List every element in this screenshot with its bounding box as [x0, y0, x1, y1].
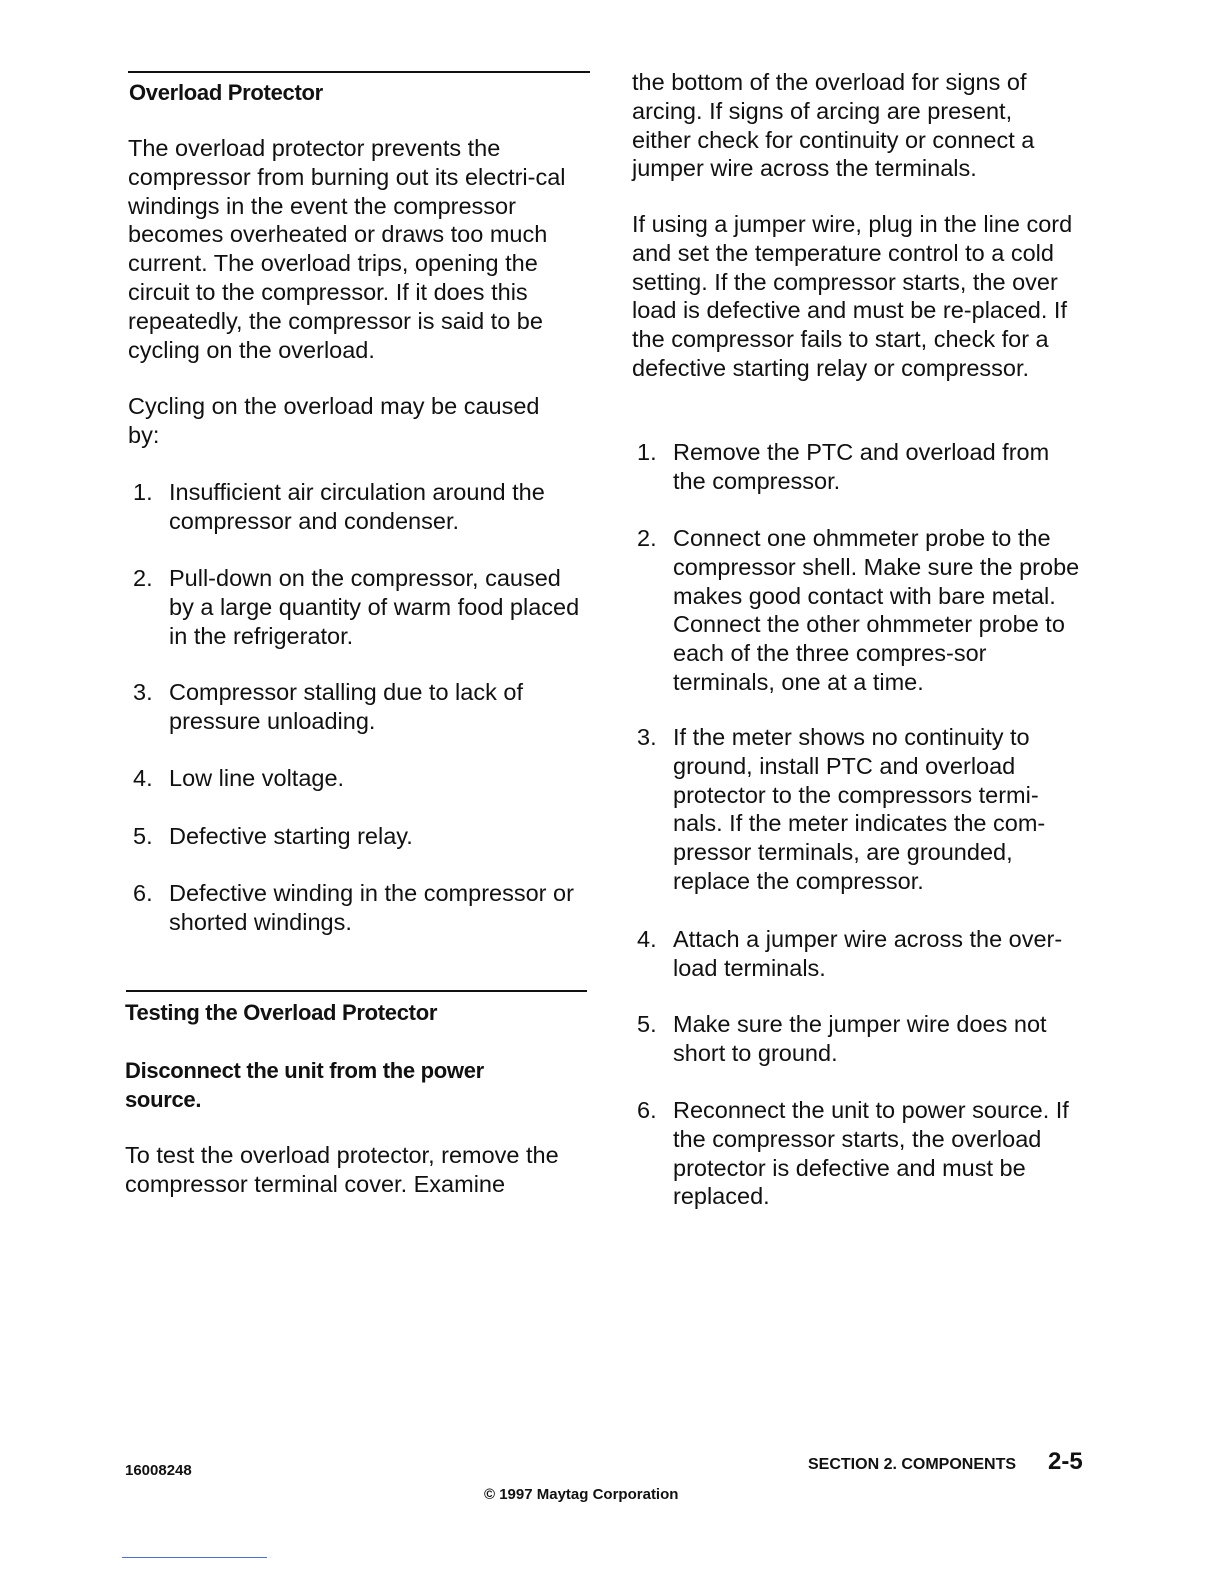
section-rule-testing — [126, 990, 587, 992]
testing-intro: To test the overload protector, remove the compressor terminal cover. Examine — [125, 1142, 559, 1197]
section-title-testing: Testing the Overload Protector — [125, 1000, 438, 1025]
copyright: © 1997 Maytag Corporation — [484, 1486, 679, 1503]
page-number: 2-5 — [1048, 1448, 1083, 1475]
section-label: SECTION 2. COMPONENTS — [808, 1456, 1017, 1473]
document-number: 16008248 — [125, 1462, 192, 1479]
section-title-overload-protector: Overload Protector — [129, 80, 323, 105]
cycling-causes-intro: Cycling on the overload may be caused by: — [128, 393, 540, 448]
arcing-paragraph: the bottom of the overload for signs of arcing. If signs of arcing are present, either check for continuity or connect a jumper wire across the terminals. — [632, 69, 1035, 182]
jumper-paragraph: If using a jumper wire, plug in the line cord and set the temperature control to a cold setting. If the compressor starts, the over load is defective and must be re-placed. If the compressor fails to start, check for a defective starting relay or compressor. — [632, 211, 1073, 381]
section-rule-top — [128, 71, 590, 73]
overload-description: The overload protector prevents the compressor from burning out its electri-cal windings in the event the compressor becomes overheated or draws too much current. The overload trips, opening the circuit to the compressor. If it does this repeatedly, the compressor is said to be cycling on the overload. — [128, 135, 566, 363]
disconnect-warning: Disconnect the unit from the power source. — [125, 1058, 484, 1112]
bottom-divider — [122, 1557, 267, 1558]
